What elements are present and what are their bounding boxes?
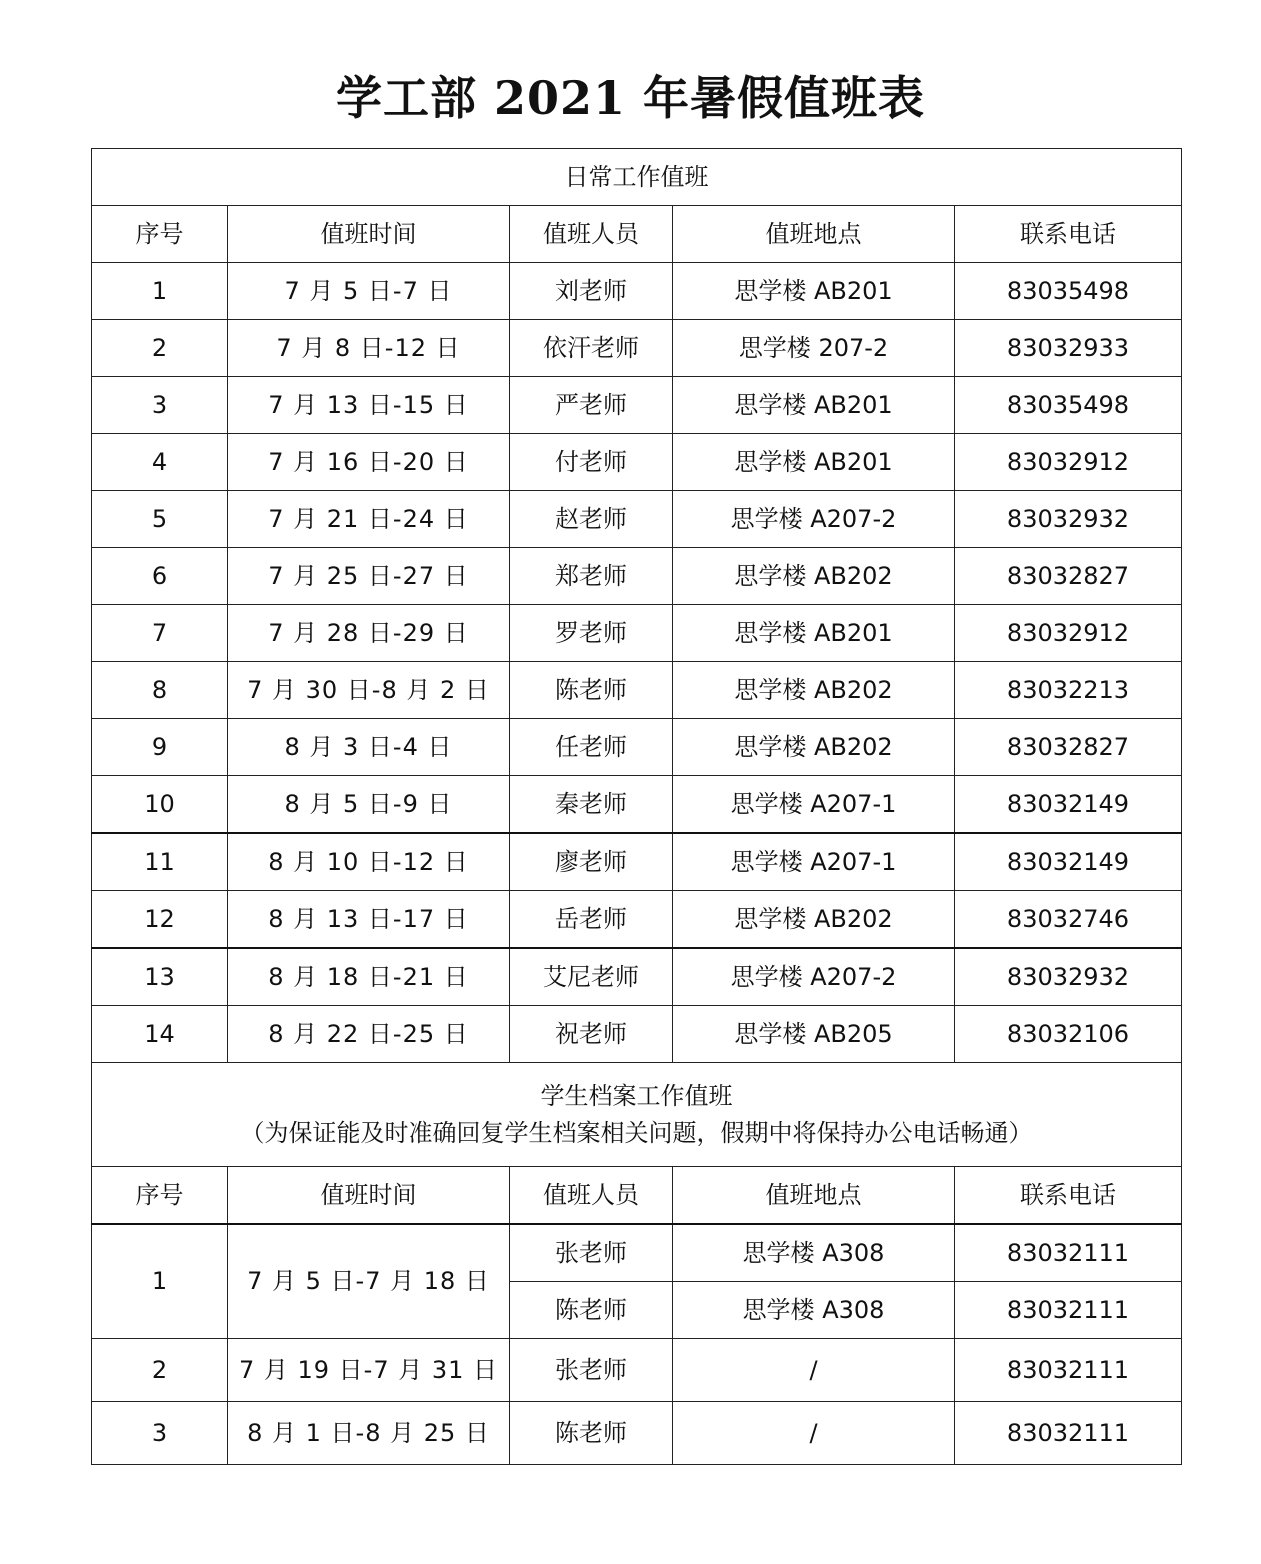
row-no: 4 [92, 434, 228, 491]
row-time: 7 月 19 日-7 月 31 日 [228, 1339, 510, 1402]
row-time: 8 月 22 日-25 日 [228, 1006, 510, 1063]
section-archive-cell [92, 1063, 1182, 1167]
row-no: 6 [92, 548, 228, 605]
row-no: 1 [92, 1224, 228, 1339]
row-person: 陈老师 [510, 1282, 673, 1339]
row-place: 思学楼 AB202 [673, 719, 955, 776]
table-row [92, 377, 1182, 434]
table-row [92, 776, 1182, 834]
table-row [92, 320, 1182, 377]
row-place: 思学楼 A308 [673, 1224, 955, 1282]
row-time: 7 月 16 日-20 日 [228, 434, 510, 491]
header-no: 序号 [92, 206, 228, 263]
table-row [92, 491, 1182, 548]
row-phone: 83032111 [955, 1224, 1182, 1282]
row-time: 7 月 8 日-12 日 [228, 320, 510, 377]
row-place: / [673, 1339, 955, 1402]
table-row [92, 434, 1182, 491]
row-phone: 83032111 [955, 1402, 1182, 1465]
row-person: 罗老师 [510, 605, 673, 662]
row-time: 7 月 5 日-7 日 [228, 263, 510, 320]
row-phone: 83032827 [955, 719, 1182, 776]
header-no: 序号 [92, 1167, 228, 1225]
row-no: 11 [92, 833, 228, 891]
header-person: 值班人员 [510, 206, 673, 263]
row-time: 8 月 3 日-4 日 [228, 719, 510, 776]
row-phone: 83032149 [955, 776, 1182, 834]
row-place: 思学楼 AB201 [673, 434, 955, 491]
row-no: 1 [92, 263, 228, 320]
row-place: 思学楼 A207-2 [673, 491, 955, 548]
row-phone: 83032213 [955, 662, 1182, 719]
header-row-daily [92, 206, 1182, 263]
row-place: 思学楼 AB201 [673, 263, 955, 320]
row-no: 3 [92, 377, 228, 434]
row-time: 7 月 13 日-15 日 [228, 377, 510, 434]
table-row [92, 948, 1182, 1006]
row-no: 13 [92, 948, 228, 1006]
table-row [92, 719, 1182, 776]
row-place: 思学楼 A308 [673, 1282, 955, 1339]
table-row [92, 833, 1182, 891]
page-title: 学工部 2021 年暑假值班表 [335, 71, 926, 125]
row-phone: 83032106 [955, 1006, 1182, 1063]
row-person: 刘老师 [510, 263, 673, 320]
section-title-archive: 学生档案工作值班 [540, 1081, 733, 1110]
row-no: 14 [92, 1006, 228, 1063]
row-place: 思学楼 AB202 [673, 891, 955, 949]
row-phone: 83032111 [955, 1339, 1182, 1402]
row-person: 祝老师 [510, 1006, 673, 1063]
table-row [92, 1402, 1182, 1465]
row-place: 思学楼 A207-1 [673, 833, 955, 891]
row-person: 艾尼老师 [510, 948, 673, 1006]
row-no: 7 [92, 605, 228, 662]
duty-table [91, 148, 1182, 1465]
row-place: 思学楼 AB201 [673, 605, 955, 662]
row-time: 8 月 10 日-12 日 [228, 833, 510, 891]
row-place: 思学楼 A207-2 [673, 948, 955, 1006]
row-phone: 83032912 [955, 434, 1182, 491]
section-note-archive: （为保证能及时准确回复学生档案相关问题，假期中将保持办公电话畅通） [240, 1118, 1033, 1147]
header-phone: 联系电话 [955, 206, 1182, 263]
row-no: 2 [92, 320, 228, 377]
row-phone: 83032912 [955, 605, 1182, 662]
row-no: 9 [92, 719, 228, 776]
row-place: 思学楼 A207-1 [673, 776, 955, 834]
row-phone: 83035498 [955, 263, 1182, 320]
row-person: 张老师 [510, 1339, 673, 1402]
row-time: 8 月 1 日-8 月 25 日 [228, 1402, 510, 1465]
table-row [92, 662, 1182, 719]
row-time: 7 月 5 日-7 月 18 日 [228, 1224, 510, 1339]
row-person: 依汗老师 [510, 320, 673, 377]
row-phone: 83032933 [955, 320, 1182, 377]
table-row [92, 1224, 1182, 1282]
table-row [92, 263, 1182, 320]
table-row [92, 1339, 1182, 1402]
table-row [92, 548, 1182, 605]
header-row-archive [92, 1167, 1182, 1225]
row-no: 12 [92, 891, 228, 949]
row-person: 郑老师 [510, 548, 673, 605]
row-time: 8 月 5 日-9 日 [228, 776, 510, 834]
row-place: 思学楼 AB205 [673, 1006, 955, 1063]
table-row [92, 605, 1182, 662]
row-no: 2 [92, 1339, 228, 1402]
row-time: 7 月 21 日-24 日 [228, 491, 510, 548]
row-person: 廖老师 [510, 833, 673, 891]
row-no: 10 [92, 776, 228, 834]
row-person: 岳老师 [510, 891, 673, 949]
row-phone: 83035498 [955, 377, 1182, 434]
row-time: 8 月 18 日-21 日 [228, 948, 510, 1006]
row-place: / [673, 1402, 955, 1465]
header-time: 值班时间 [228, 1167, 510, 1225]
row-no: 5 [92, 491, 228, 548]
row-phone: 83032932 [955, 948, 1182, 1006]
header-place: 值班地点 [673, 1167, 955, 1225]
row-no: 3 [92, 1402, 228, 1465]
row-person: 赵老师 [510, 491, 673, 548]
row-person: 严老师 [510, 377, 673, 434]
row-time: 7 月 25 日-27 日 [228, 548, 510, 605]
section-title-daily: 日常工作值班 [92, 149, 1182, 206]
header-place: 值班地点 [673, 206, 955, 263]
row-person: 陈老师 [510, 1402, 673, 1465]
row-time: 8 月 13 日-17 日 [228, 891, 510, 949]
header-time: 值班时间 [228, 206, 510, 263]
row-no: 8 [92, 662, 228, 719]
row-place: 思学楼 AB202 [673, 548, 955, 605]
section-daily-row [92, 149, 1182, 206]
row-person: 陈老师 [510, 662, 673, 719]
row-time: 7 月 28 日-29 日 [228, 605, 510, 662]
row-place: 思学楼 AB202 [673, 662, 955, 719]
row-phone: 83032827 [955, 548, 1182, 605]
row-person: 任老师 [510, 719, 673, 776]
row-phone: 83032932 [955, 491, 1182, 548]
row-time: 7 月 30 日-8 月 2 日 [228, 662, 510, 719]
row-place: 思学楼 AB201 [673, 377, 955, 434]
row-phone: 83032149 [955, 833, 1182, 891]
row-person: 张老师 [510, 1224, 673, 1282]
row-phone: 83032746 [955, 891, 1182, 949]
table-row [92, 891, 1182, 949]
header-phone: 联系电话 [955, 1167, 1182, 1225]
row-place: 思学楼 207-2 [673, 320, 955, 377]
header-person: 值班人员 [510, 1167, 673, 1225]
row-person: 付老师 [510, 434, 673, 491]
row-phone: 83032111 [955, 1282, 1182, 1339]
section-archive-row [92, 1063, 1182, 1167]
row-person: 秦老师 [510, 776, 673, 834]
table-row [92, 1006, 1182, 1063]
